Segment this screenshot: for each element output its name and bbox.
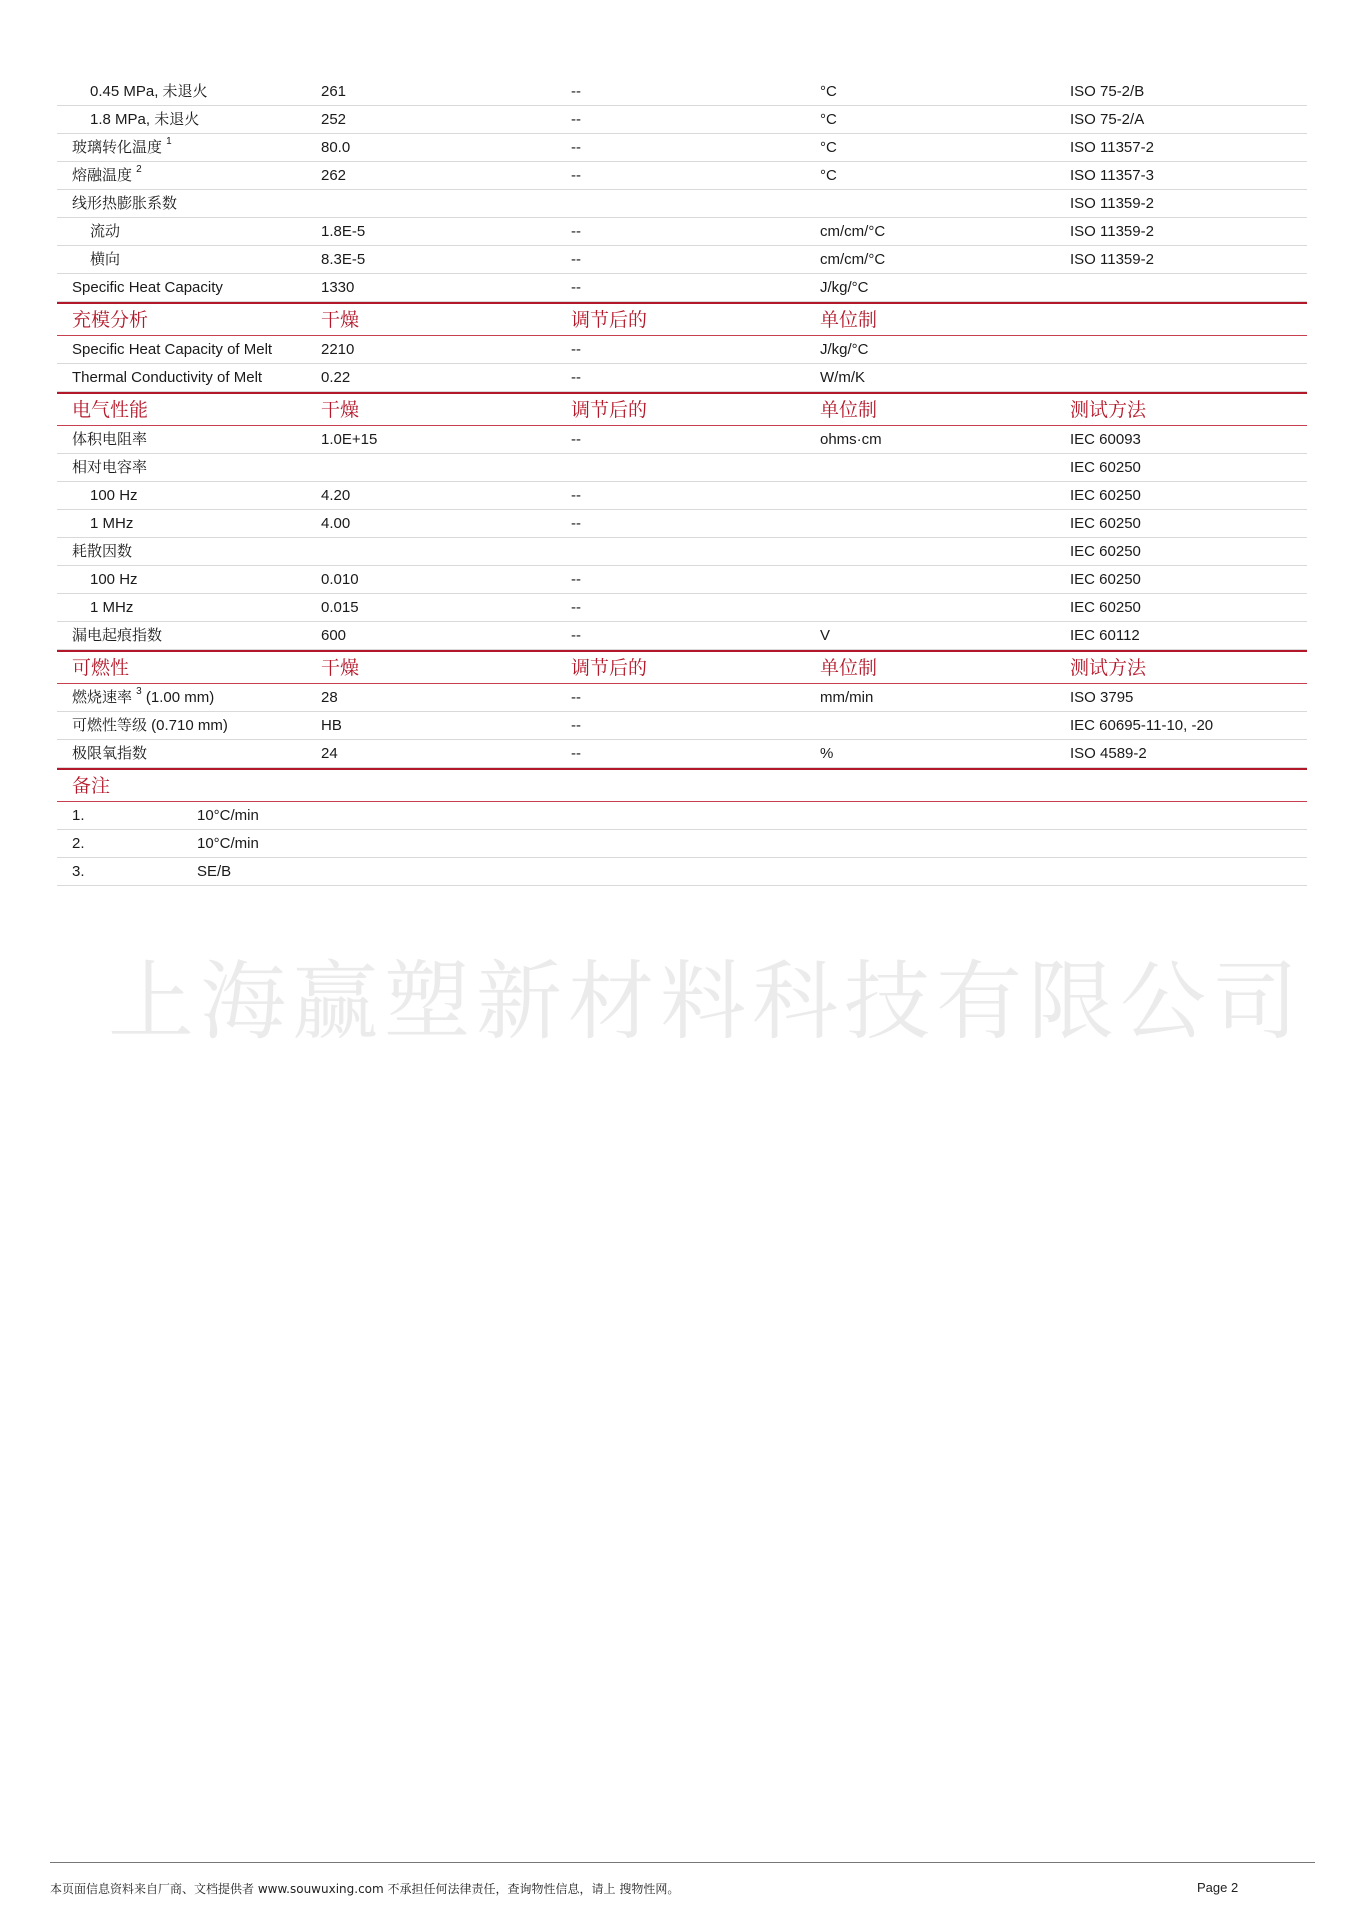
column-header-unit: 单位制 [820,400,878,421]
dry-value: 1.0E+15 [321,431,378,448]
test-method: IEC 60250 [1070,543,1141,560]
section-header-flammability [57,650,1307,684]
test-method: ISO 4589-2 [1070,745,1147,762]
column-header-dry: 干燥 [321,310,360,331]
property-name [72,684,214,711]
dry-value: 4.20 [321,487,351,504]
unit: °C [820,139,837,156]
unit: cm/cm/°C [820,223,886,240]
property-name: 100 Hz [90,571,138,588]
property-name: Specific Heat Capacity of Melt [72,341,273,358]
property-label: 熔融温度 [72,167,137,184]
table-row [57,740,1307,768]
footnote-marker: 3 [136,686,142,697]
table-row [57,274,1307,302]
dry-value: 24 [321,745,338,762]
test-method: ISO 75-2/B [1070,83,1145,100]
dry-value: 600 [321,627,347,644]
note-text: 10°C/min [197,807,259,824]
dry-value: 0.015 [321,599,359,616]
test-method: ISO 11357-2 [1070,139,1154,156]
unit: °C [820,167,837,184]
conditioned-value: -- [571,745,581,762]
conditioned-value: -- [571,341,581,358]
property-name: 100 Hz [90,487,138,504]
column-header-conditioned: 调节后的 [571,658,648,679]
test-method: IEC 60250 [1070,487,1141,504]
column-header-conditioned: 调节后的 [571,310,648,331]
test-method: ISO 11359-2 [1070,251,1154,268]
section-title: 电气性能 [72,400,149,421]
column-header-unit: 单位制 [820,310,878,331]
conditioned-value: -- [571,627,581,644]
column-header-method: 测试方法 [1070,400,1147,421]
table-row [57,684,1307,712]
conditioned-value: -- [571,139,581,156]
conditioned-value: -- [571,717,581,734]
dry-value: 8.3E-5 [321,251,366,268]
note-text: 10°C/min [197,835,259,852]
conditioned-value: -- [571,223,581,240]
conditioned-value: -- [571,431,581,448]
dry-value: 262 [321,167,347,184]
page-number: Page 2 [1197,1880,1239,1895]
table-row [57,712,1307,740]
property-name: 可燃性等级 (0.710 mm) [72,717,228,734]
datasheet-table [57,78,1307,886]
conditioned-value: -- [571,689,581,706]
test-method: IEC 60112 [1070,627,1140,644]
property-name: Specific Heat Capacity [72,279,223,296]
unit: °C [820,111,837,128]
property-thickness: (1.00 mm) [141,689,215,706]
property-name [72,134,172,161]
table-row [57,190,1307,218]
property-name: 流动 [90,223,121,240]
table-row [57,594,1307,622]
section-header-notes [57,768,1307,802]
table-row [57,454,1307,482]
column-header-dry: 干燥 [321,658,360,679]
test-method: IEC 60250 [1070,599,1141,616]
dry-value: 0.22 [321,369,351,386]
table-row [57,78,1307,106]
conditioned-value: -- [571,111,581,128]
conditioned-value: -- [571,167,581,184]
column-header-unit: 单位制 [820,658,878,679]
note-item [57,830,1307,858]
section-title: 可燃性 [72,658,130,679]
unit: J/kg/°C [820,341,869,358]
unit: W/m/K [820,369,865,386]
test-method: ISO 11359-2 [1070,223,1154,240]
conditioned-value: -- [571,599,581,616]
dry-value: 0.010 [321,571,359,588]
table-row [57,538,1307,566]
property-name: 体积电阻率 [72,431,148,448]
unit: J/kg/°C [820,279,869,296]
unit: % [820,745,834,762]
table-row [57,364,1307,392]
conditioned-value: -- [571,487,581,504]
property-name: 1 MHz [90,599,134,616]
note-text: SE/B [197,863,232,880]
property-name: Thermal Conductivity of Melt [72,369,263,386]
test-method: IEC 60250 [1070,515,1141,532]
dry-value: 28 [321,689,338,706]
column-header-method: 测试方法 [1070,658,1147,679]
table-row [57,566,1307,594]
property-name [72,162,142,189]
section-header-filling [57,302,1307,336]
footer-disclaimer: 本页面信息资料来自厂商、文档提供者 www.souwuxing.com 不承担任何法律责任，查询物性信息，请上 搜物性网。 [50,1882,680,1896]
column-header-conditioned: 调节后的 [571,400,648,421]
unit: °C [820,83,837,100]
table-row [57,426,1307,454]
unit: cm/cm/°C [820,251,886,268]
property-label: 玻璃转化温度 [72,139,167,156]
section-title: 充模分析 [72,310,149,331]
column-header-dry: 干燥 [321,400,360,421]
table-row [57,482,1307,510]
dry-value: 2210 [321,341,355,358]
property-name: 1 MHz [90,515,134,532]
property-name: 漏电起痕指数 [72,627,163,644]
test-method: ISO 75-2/A [1070,111,1145,128]
dry-value: HB [321,717,342,734]
table-row [57,336,1307,364]
dry-value: 252 [321,111,347,128]
note-item [57,858,1307,886]
property-name: 极限氧指数 [72,745,148,762]
conditioned-value: -- [571,571,581,588]
test-method: ISO 3795 [1070,689,1134,706]
property-name: 横向 [90,251,121,268]
test-method: IEC 60250 [1070,571,1141,588]
section-header-electrical [57,392,1307,426]
table-row [57,622,1307,650]
property-label: 燃烧速率 [72,689,137,706]
test-method: ISO 11357-3 [1070,167,1154,184]
footnote-marker: 1 [166,136,172,147]
note-item [57,802,1307,830]
table-row [57,162,1307,190]
company-watermark: 上海赢塑新材料科技有限公司 [108,952,1304,1052]
dry-value: 4.00 [321,515,351,532]
unit: mm/min [820,689,874,706]
conditioned-value: -- [571,279,581,296]
test-method: IEC 60250 [1070,459,1141,476]
table-row [57,106,1307,134]
conditioned-value: -- [571,515,581,532]
note-number: 1. [72,807,85,824]
dry-value: 261 [321,83,347,100]
table-row [57,246,1307,274]
conditioned-value: -- [571,251,581,268]
footnote-marker: 2 [136,164,142,175]
note-number: 2. [72,835,85,852]
property-name: 1.8 MPa, 未退火 [90,111,200,128]
footer-divider [50,1862,1315,1863]
property-name: 耗散因数 [72,543,133,560]
test-method: IEC 60695-11-10, -20 [1070,717,1214,734]
dry-value: 80.0 [321,139,351,156]
unit: V [820,627,831,644]
table-row [57,510,1307,538]
property-name: 相对电容率 [72,459,148,476]
unit: ohms·cm [820,431,882,448]
table-row [57,134,1307,162]
conditioned-value: -- [571,369,581,386]
test-method: ISO 11359-2 [1070,195,1154,212]
note-number: 3. [72,863,85,880]
conditioned-value: -- [571,83,581,100]
table-row [57,218,1307,246]
section-title: 备注 [72,776,111,797]
test-method: IEC 60093 [1070,431,1141,448]
dry-value: 1330 [321,279,355,296]
property-name: 0.45 MPa, 未退火 [90,83,208,100]
dry-value: 1.8E-5 [321,223,366,240]
property-name: 线形热膨胀系数 [72,195,178,212]
